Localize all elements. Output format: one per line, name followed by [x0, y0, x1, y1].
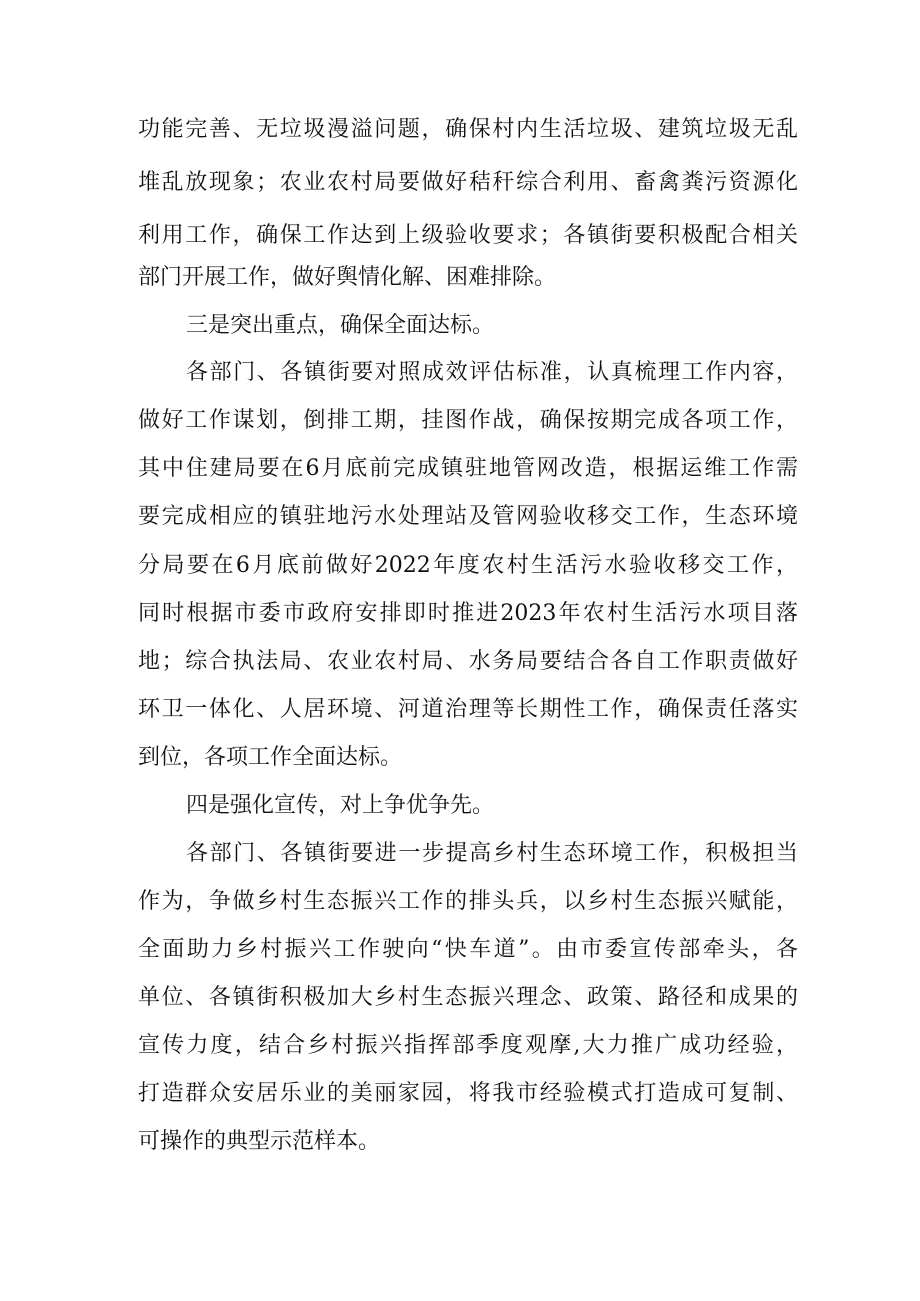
- body-text-line: 宣传力度，结合乡村振兴指挥部季度观摩,大力推广成功经验，: [138, 1033, 798, 1058]
- body-text-line: 分局要在6月底前做好2022年度农村生活污水验收移交工作，: [138, 553, 798, 578]
- body-text-line: 全面助力乡村振兴工作驶向“快车道”。由市委宣传部牵头，各: [138, 937, 798, 962]
- section-heading: 四是强化宣传，对上争优争先。: [186, 793, 495, 818]
- body-text-line: 打造群众安居乐业的美丽家园，将我市经验模式打造成可复制、: [138, 1081, 798, 1106]
- body-text-line: 堆乱放现象；农业农村局要做好秸秆综合利用、畜禽粪污资源化: [138, 170, 798, 195]
- body-text-line: 功能完善、无垃圾漫溢问题，确保村内生活垃圾、建筑垃圾无乱: [138, 117, 798, 142]
- body-text-line: 到位，各项工作全面达标。: [138, 745, 403, 770]
- body-text-line: 部门开展工作，做好舆情化解、困难排除。: [138, 265, 557, 290]
- body-text-line: 地；综合执法局、农业农村局、水务局要结合各自工作职责做好: [138, 649, 798, 674]
- body-text-line: 做好工作谋划，倒排工期，挂图作战，确保按期完成各项工作，: [138, 408, 798, 433]
- body-text-line: 可操作的典型示范样本。: [138, 1129, 381, 1154]
- body-text-line: 各部门、各镇街要对照成效评估标准，认真梳理工作内容，: [186, 360, 798, 385]
- body-text-line: 要完成相应的镇驻地污水处理站及管网验收移交工作，生态环境: [138, 504, 798, 529]
- body-text-line: 环卫一体化、人居环境、河道治理等长期性工作，确保责任落实: [138, 697, 798, 722]
- section-heading: 三是突出重点，确保全面达标。: [186, 313, 495, 338]
- body-text-line: 同时根据市委市政府安排即时推进2023年农村生活污水项目落: [138, 601, 798, 626]
- body-text-line: 利用工作，确保工作达到上级验收要求；各镇街要积极配合相关: [138, 223, 798, 248]
- body-text-line: 作为，争做乡村生态振兴工作的排头兵，以乡村生态振兴赋能，: [138, 889, 798, 914]
- body-text-line: 单位、各镇街积极加大乡村生态振兴理念、政策、路径和成果的: [138, 985, 798, 1010]
- body-text-line: 其中住建局要在6月底前完成镇驻地管网改造，根据运维工作需: [138, 456, 798, 481]
- body-text-line: 各部门、各镇街要进一步提高乡村生态环境工作，积极担当: [186, 841, 798, 866]
